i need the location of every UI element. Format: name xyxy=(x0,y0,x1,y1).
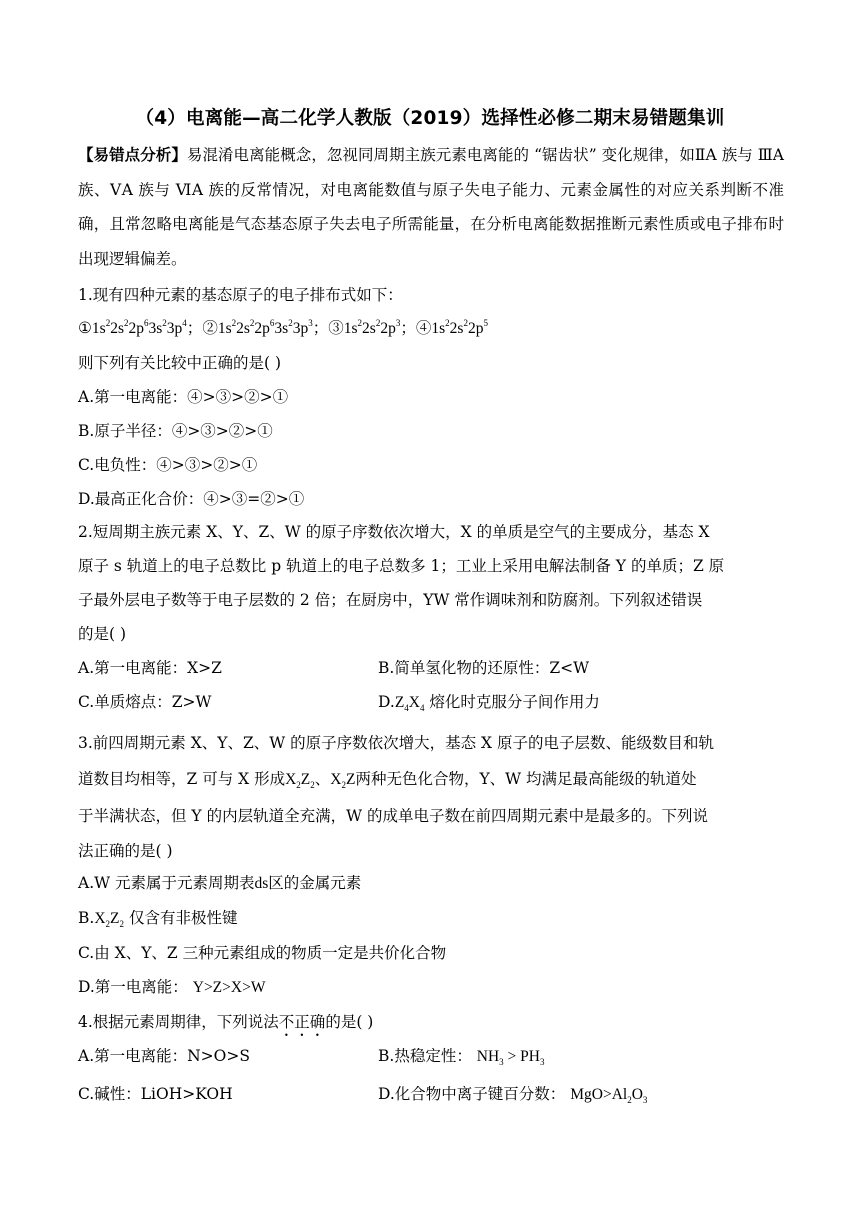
q1-option-b: B.原子半径：④>③>②>① xyxy=(78,422,273,440)
q2-stem-line-4: 的是( ) xyxy=(78,625,127,643)
q3-stem-line-4: 法正确的是( ) xyxy=(78,842,173,860)
page-title: （4）电离能—高二化学人教版（2019）选择性必修二期末易错题集训 xyxy=(135,108,725,129)
emphasized-not-correct: 不正确 xyxy=(278,1013,326,1031)
q2-option-a: A.第一电离能：X>Z xyxy=(78,659,222,677)
q2-stem-line-2: 原子 s 轨道上的电子总数比 p 轨道上的电子总数多 1；工业上采用电解法制备 Y 的单质；Z 原 xyxy=(78,557,725,575)
q2-option-d: $D.Z_4X_4$ 熔化时克服分子间作用力 xyxy=(378,693,600,713)
q3-option-d: D.第一电离能： Y>Z>X>W xyxy=(78,978,266,996)
q1-stem: 1.现有四种元素的基态原子的电子排布式如下： xyxy=(78,286,403,304)
q2-stem-line-1: 2.短周期主族元素 X、Y、Z、W 的原子序数依次增大，X 的单质是空气的主要成分，基态 X xyxy=(78,523,710,541)
q2-option-b: B.简单氢化物的还原性：Z<W xyxy=(378,659,590,677)
q3-option-a: A.W 元素属于元素周期表ds区的金属元素 xyxy=(78,874,362,892)
error-analysis-paragraph xyxy=(78,138,784,276)
q3-stem-line-3: 于半满状态，但 Y 的内层轨道全充满，W 的成单电子数在前四周期元素中是最多的。下列说 xyxy=(78,807,708,825)
q2-stem-line-3: 子最外层电子数等于电子层数的 2 倍；在厨房中，YW 常作调味剂和防腐剂。下列叙述错误 xyxy=(78,591,703,609)
analysis-text: 易混淆电离能概念，忽视同周期主族元素电离能的 “锯齿状” 变化规律，如ⅡA 族与 ⅢA 族、ⅤA 族与 ⅥA 族的反常情况，对电离能数值与原子失电子能力、元素金属性的对应关系判断不准确，且常忽略电离能是气态基态原子失去电子所需能量，在分析电离能数据推断元素性质或电子排布时出现逻辑偏差。 xyxy=(78,146,784,268)
q1-option-d: D.最高正化合价：④>③=②>① xyxy=(78,490,305,508)
analysis-label: 【易错点分析】 xyxy=(78,145,187,164)
q3-option-c: C.由 X、Y、Z 三种元素组成的物质一定是共价化合物 xyxy=(78,944,447,962)
q1-option-c: C.电负性：④>③>②>① xyxy=(78,456,258,474)
q1-question: 则下列有关比较中正确的是( ) xyxy=(78,354,282,372)
q4-option-b: B.热稳定性： $NH_3 > PH_3$ xyxy=(378,1047,545,1067)
q2-option-c: C.单质熔点：Z>W xyxy=(78,693,212,711)
q3-stem-line-1: 3.前四周期元素 X、Y、Z、W 的原子序数依次增大，基态 X 原子的电子层数、能级数目和轨 xyxy=(78,734,715,752)
q1-configurations: $①1s^22s^22p^63s^23p^4$；$②1s^22s^22p^63s^23p^3$；$③1s^22s^22p^3$；$④1s^22s^22p^5$ xyxy=(78,318,488,337)
q4-option-d: D.化合物中离子键百分数： $MgO>Al_2O_3$ xyxy=(378,1085,648,1105)
q3-stem-line-2: 道数目均相等，Z 可与 X 形成$X_2Z_2$、$X_2Z$两种无色化合物，Y、W 均满足最高能级的轨道处 xyxy=(78,770,697,790)
q4-stem: 4.根据元素周期律，下列说法不正确的是( ) xyxy=(78,1013,374,1031)
q3-option-b: $B.X_2Z_2$ 仅含有非极性键 xyxy=(78,909,238,929)
q1-option-a: A.第一电离能：④>③>②>① xyxy=(78,388,289,406)
q4-option-a: A.第一电离能：N>O>S xyxy=(78,1047,250,1065)
q4-option-c: C.碱性：LiOH>KOH xyxy=(78,1085,233,1103)
